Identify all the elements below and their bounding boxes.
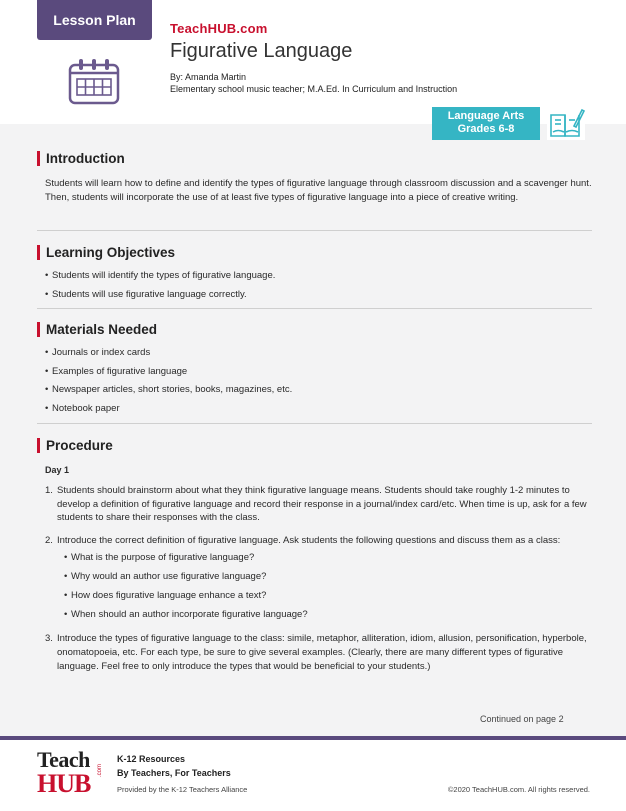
introduction-text: Students will learn how to define and identify the types of figurative language through classroom discussion and a scavenger hunt. Then, students will incorporate the use of at least five types of figurative language into a piece of creative writing.	[45, 178, 592, 203]
author-credentials: Elementary school music teacher; M.A.Ed. In Curriculum and Instruction	[170, 84, 458, 94]
list-item: • Journals or index cards	[37, 347, 592, 359]
day-label: Day 1	[45, 465, 70, 475]
subject-badge	[432, 107, 540, 140]
list-item: • Students will identify the types of figurative language.	[37, 270, 592, 282]
list-item: • When should an author incorporate figurative language?	[37, 609, 592, 621]
introduction-section	[37, 151, 592, 205]
procedure-step	[37, 534, 592, 548]
list-item: • Notebook paper	[37, 403, 592, 415]
list-item: • Why would an author use figurative language?	[37, 571, 592, 583]
list-item: • Examples of figurative language	[37, 366, 592, 378]
objectives-section	[37, 245, 592, 301]
materials-list	[37, 347, 592, 415]
calendar-icon	[67, 58, 121, 106]
list-item: • Newspaper articles, short stories, books, magazines, etc.	[37, 384, 592, 396]
materials-section	[37, 322, 592, 415]
objectives-heading: Learning Objectives	[37, 245, 592, 260]
footer-copyright: ©2020 TeachHUB.com. All rights reserved.	[447, 785, 590, 794]
step-number: 3.	[45, 633, 53, 645]
byline	[170, 71, 457, 95]
procedure-step	[37, 632, 592, 673]
step-text: Introduce the types of figurative language to the class: simile, metaphor, alliteration, idiom, allusion, personification, hyperbole, onomatopoeia, etc. For each type, be sure to give several examples. (Clearly, there are many different types of figurative language. Feel free to only introduce the types that would be beneficial to your students.)	[57, 633, 587, 672]
footer-tagline-1: K-12 Resources	[117, 754, 186, 764]
teachhub-logo: Teach HUB .com	[37, 747, 103, 798]
objectives-list	[37, 270, 592, 301]
procedure-heading: Procedure	[37, 438, 592, 453]
lesson-plan-tab: Lesson Plan	[37, 0, 152, 40]
footer	[0, 740, 626, 811]
author: By: Amanda Martin	[170, 72, 247, 82]
divider	[37, 308, 592, 309]
continued-note: Continued on page 2	[480, 714, 564, 724]
list-item: • What is the purpose of figurative language?	[37, 552, 592, 564]
footer-provided-by: Provided by the K-12 Teachers Alliance	[117, 785, 248, 794]
brand-name: TeachHUB.com	[170, 21, 268, 36]
step-text: Introduce the correct definition of figurative language. Ask students the following questions and discuss them as a class:	[57, 534, 561, 546]
step-number: 1.	[45, 485, 53, 496]
grades-label: Grades 6-8	[457, 123, 515, 135]
procedure-step	[37, 484, 592, 525]
materials-heading: Materials Needed	[37, 322, 592, 337]
step-text: Students should brainstorm about what they think figurative language means. Students should take roughly 1-2 minutes to develop a definition of figurative language and record their response in a journal/index card/etc. When time is up, ask for a few students to share their responses with the class.	[57, 485, 587, 524]
discussion-questions	[37, 552, 592, 621]
divider	[37, 423, 592, 424]
step-number: 2.	[45, 534, 53, 546]
list-item: • Students will use figurative language correctly.	[37, 289, 592, 301]
divider	[37, 230, 592, 231]
introduction-heading: Introduction	[37, 151, 592, 166]
footer-tagline-2: By Teachers, For Teachers	[117, 768, 231, 778]
subject-label: Language Arts	[447, 110, 525, 122]
list-item: • How does figurative language enhance a text?	[37, 590, 592, 602]
procedure-section	[37, 438, 592, 673]
page-title: Figurative Language	[170, 40, 353, 62]
header	[0, 0, 626, 124]
book-icon	[547, 106, 585, 140]
